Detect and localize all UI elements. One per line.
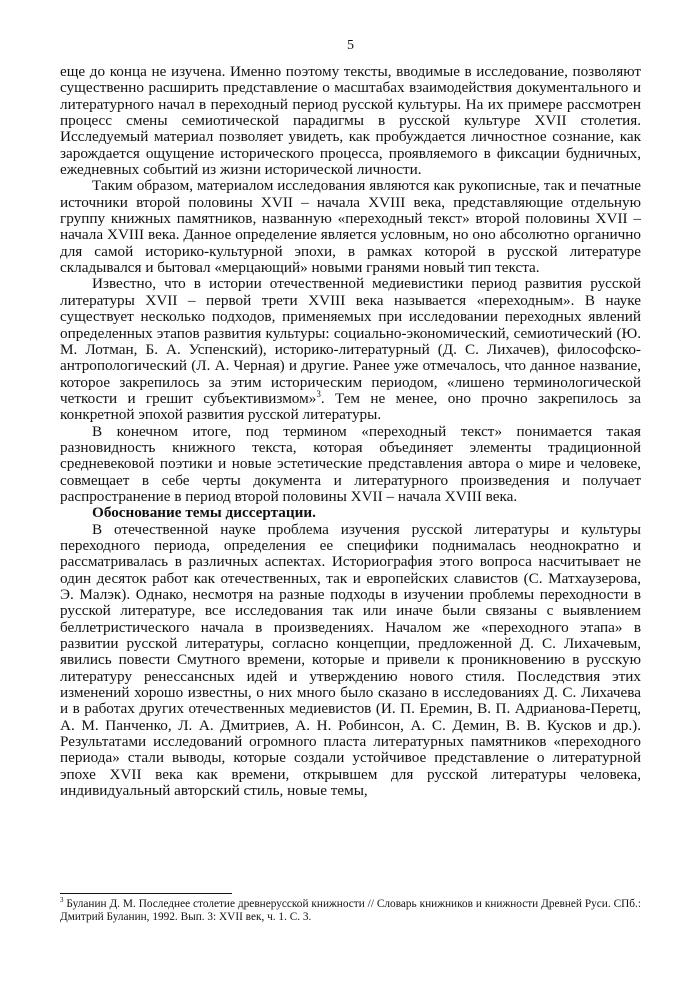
paragraph-1: еще до конца не изучена. Именно поэтому тексты, вводимые в исследование, позволяют существенно расширить представление о масштабах взаимодействия документального и литературного начал в переходный период русской культуры. На их примере рассмотрен процесс смены семиотической парадигмы в русской культуре XVII столетия. Исследуемый материал позволяет увидеть, как пробуждается личностное сознание, как зарождается ощущение исторического процесса, проявляемого в фиксации будничных, ежедневных событий из жизни исторической личности. [60, 63, 641, 179]
footnote-text: Буланин Д. М. Последнее столетие древнерусской книжности // Словарь книжников и книжности Древней Руси. СПб.: Дмитрий Буланин, 1992. Вып. 3: XVII век, ч. 1. С. 3. [60, 898, 641, 923]
paragraph-2: Таким образом, материалом исследования являются как рукописные, так и печатные источники второй половины XVII – начала XVIII века, представляющие отдельную группу книжных памятников, названную «переходный текст» второй половины XVII – начала XVIII века. Данное определение является условным, но оно абсолютно органично для самой историко-культурной эпохи, в рамках которой в русской литературе складывался и бытовал «мерцающий» новыми гранями новый тип текста. [60, 177, 641, 277]
paragraph-3-text-end: . Тем не менее, оно прочно закрепилось за конкретной эпохой развития русской литературы. [60, 389, 641, 424]
paragraph-5: В отечественной науке проблема изучения русской литературы и культуры переходного периода, определения ее специфики поднималась неоднократно и рассматривалась в различных аспектах. Историография этого вопроса насчитывает не один десяток работ как отечественных, так и европейских славистов (С. Матхаузерова, Э. Малэк). Однако, несмотря на разные подходы в изучении проблемы переходности в русской литературе, все исследования так или иначе были связаны с выявлением беллетристического начала в произведениях. Началом же «переходного этапа» в развитии русской литературы, согласно концепции, предложенной Д. С. Лихачевым, явились повести Смутного времени, которые и привели к проникновению в русскую литературу ренессансных идей и утверждению нового стиля. Последствия этих изменений хорошо известны, о них много было сказано в исследованиях Д. С. Лихачева и в работах других отечественных медиевистов (И. П. Еремин, В. П. Адрианова-Перетц, А. М. Панченко, Л. А. Дмитриев, А. Н. Робинсон, А. С. Демин, В. В. Кусков и др.). Результатами исследований огромного пласта литературных памятников «переходного периода» стали выводы, которые создали устойчивое представление о литературной эпохе XVII века как времени, открывшем для русской литературы человека, индивидуальный авторский стиль, новые темы, [60, 520, 641, 800]
footnote [60, 898, 641, 924]
footnote-separator [60, 893, 232, 894]
footnote-reference[interactable]: 3 [316, 388, 321, 399]
section-heading: Обоснование темы диссертации. [92, 504, 316, 522]
paragraph-3 [60, 276, 641, 423]
footnote-marker: 3 [60, 896, 64, 905]
paragraph-4: В конечном итоге, под термином «переходный текст» понимается такая разновидность книжного текста, которая объединяет элементы традиционной средневековой поэтики и новые эстетические представления автора о мире и человеке, совмещает в себе черты документа и литературного произведения и получает распространение в период второй половины XVII – начала XVIII века. [60, 422, 641, 505]
page-number: 5 [347, 38, 354, 53]
paragraph-3-text: Известно, что в истории отечественной медиевистики период развития русской литературы XVII – первой трети XVIII века называется «переходным». В науке существует несколько подходов, применяемых при исследовании переходных явлений определенных этапов развития культуры: социально-экономический, семиотический (Ю. М. Лотман, Б. А. Успенский), историко-литературный (Д. С. Лихачев), философско-антропологический (Л. А. Черная) и другие. Ранее уже отмечалось, что данное название, которое закрепилось за этим историческим периодом, «лишено терминологической четкости и грешит субъективизмом» [60, 275, 641, 407]
document-page [60, 38, 641, 799]
body-text [60, 64, 641, 799]
